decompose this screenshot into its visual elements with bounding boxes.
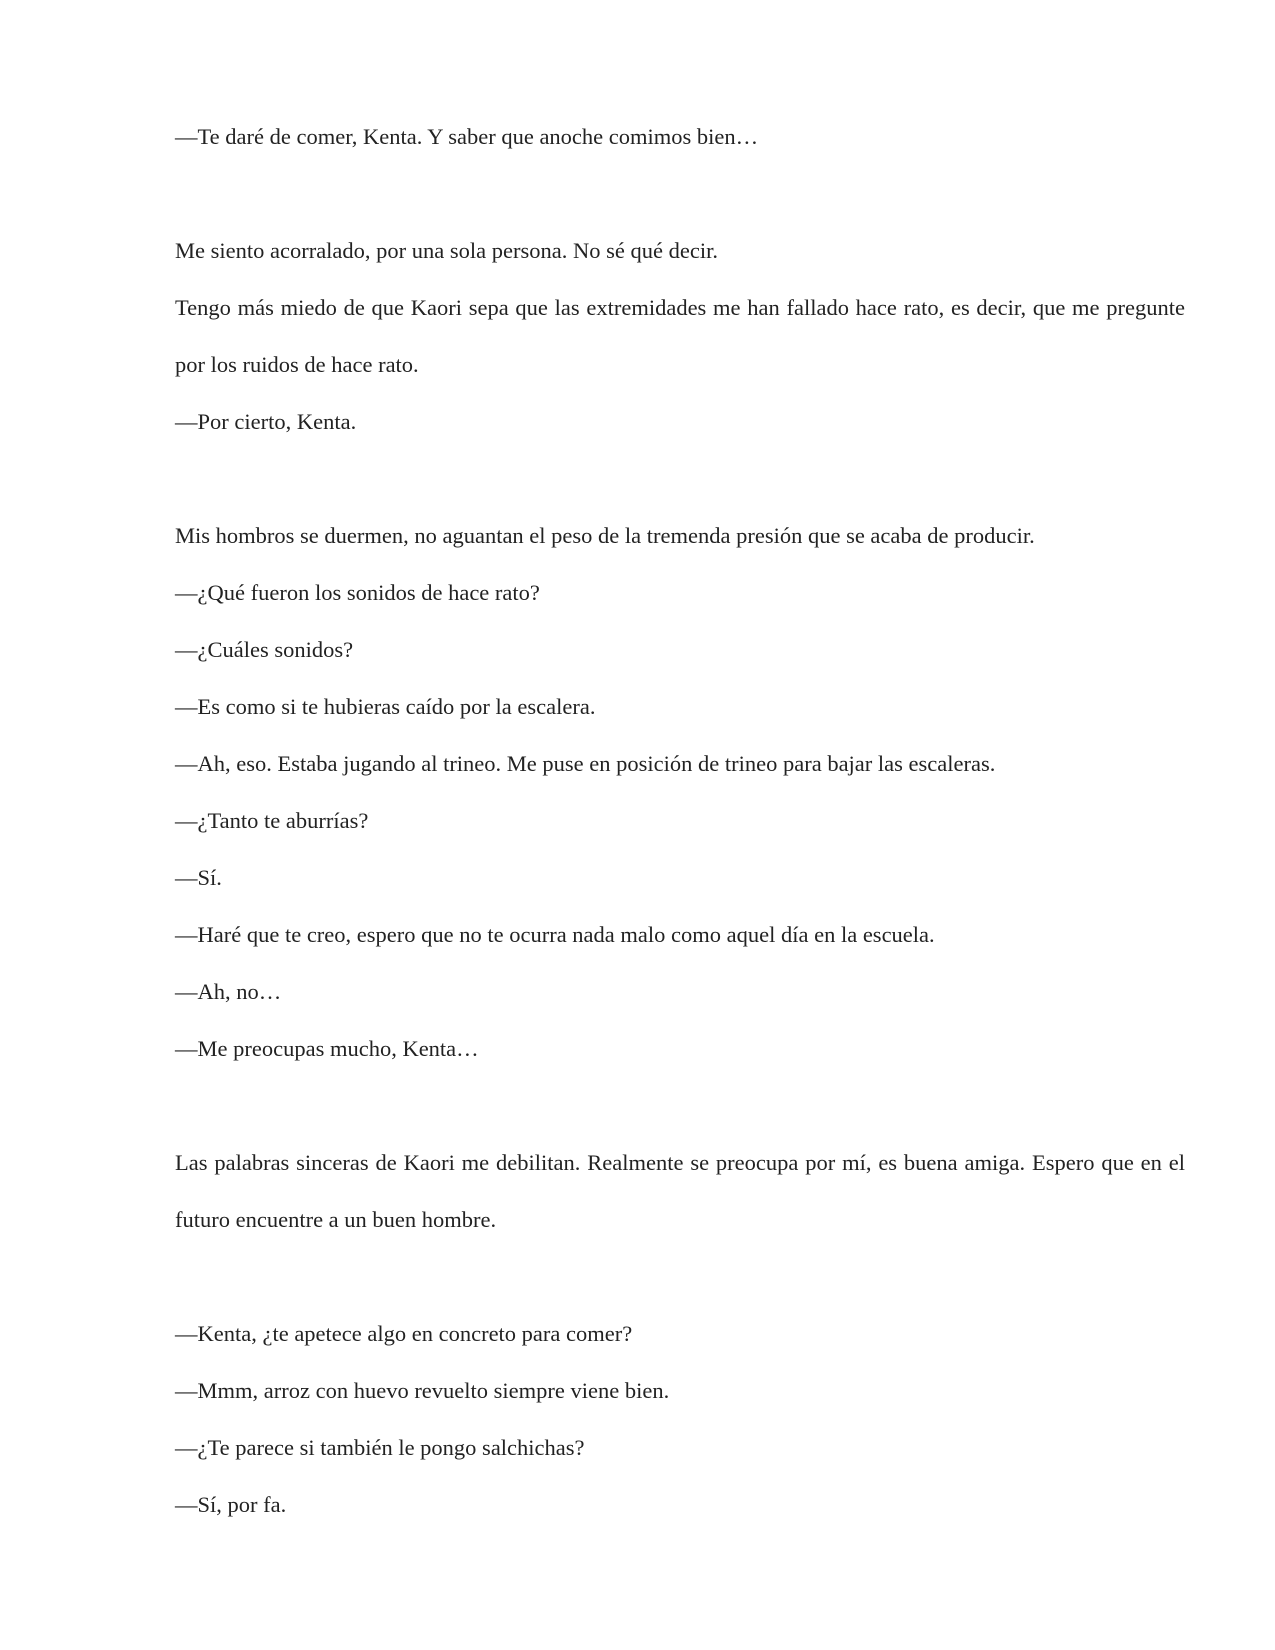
paragraph: —¿Te parece si también le pongo salchichas? bbox=[175, 1435, 585, 1460]
paragraph: Me siento acorralado, por una sola persona. No sé qué decir. bbox=[175, 238, 718, 263]
paragraph: —Sí, por fa. bbox=[175, 1492, 287, 1517]
paragraph: —Sí. bbox=[175, 865, 222, 890]
paragraph: Las palabras sinceras de Kaori me debilitan. Realmente se preocupa por mí, es buena amiga. Espero que en el futuro encuentre a un buen hombre. bbox=[175, 1150, 1185, 1232]
paragraph: —Ah, no… bbox=[175, 979, 282, 1004]
paragraph: —Kenta, ¿te apetece algo en concreto para comer? bbox=[175, 1321, 633, 1346]
document-body bbox=[175, 108, 1185, 1533]
paragraph: —Por cierto, Kenta. bbox=[175, 409, 357, 434]
paragraph: —Te daré de comer, Kenta. Y saber que anoche comimos bien… bbox=[175, 124, 759, 149]
paragraph: —Ah, eso. Estaba jugando al trineo. Me puse en posición de trineo para bajar las escaleras. bbox=[175, 751, 996, 776]
paragraph: Tengo más miedo de que Kaori sepa que las extremidades me han fallado hace rato, es decir, que me pregunte por los ruidos de hace rato. bbox=[175, 295, 1185, 377]
paragraph: —Es como si te hubieras caído por la escalera. bbox=[175, 694, 596, 719]
paragraph-gap bbox=[175, 165, 1185, 222]
paragraph: —¿Tanto te aburrías? bbox=[175, 808, 369, 833]
paragraph-gap bbox=[175, 450, 1185, 507]
paragraph-gap bbox=[175, 1077, 1185, 1134]
paragraph: —¿Cuáles sonidos? bbox=[175, 637, 354, 662]
paragraph: —Me preocupas mucho, Kenta… bbox=[175, 1036, 479, 1061]
paragraph: —Mmm, arroz con huevo revuelto siempre viene bien. bbox=[175, 1378, 670, 1403]
paragraph: Mis hombros se duermen, no aguantan el peso de la tremenda presión que se acaba de producir. bbox=[175, 523, 1035, 548]
paragraph: —Haré que te creo, espero que no te ocurra nada malo como aquel día en la escuela. bbox=[175, 922, 935, 947]
paragraph-gap bbox=[175, 1248, 1185, 1305]
paragraph: —¿Qué fueron los sonidos de hace rato? bbox=[175, 580, 540, 605]
